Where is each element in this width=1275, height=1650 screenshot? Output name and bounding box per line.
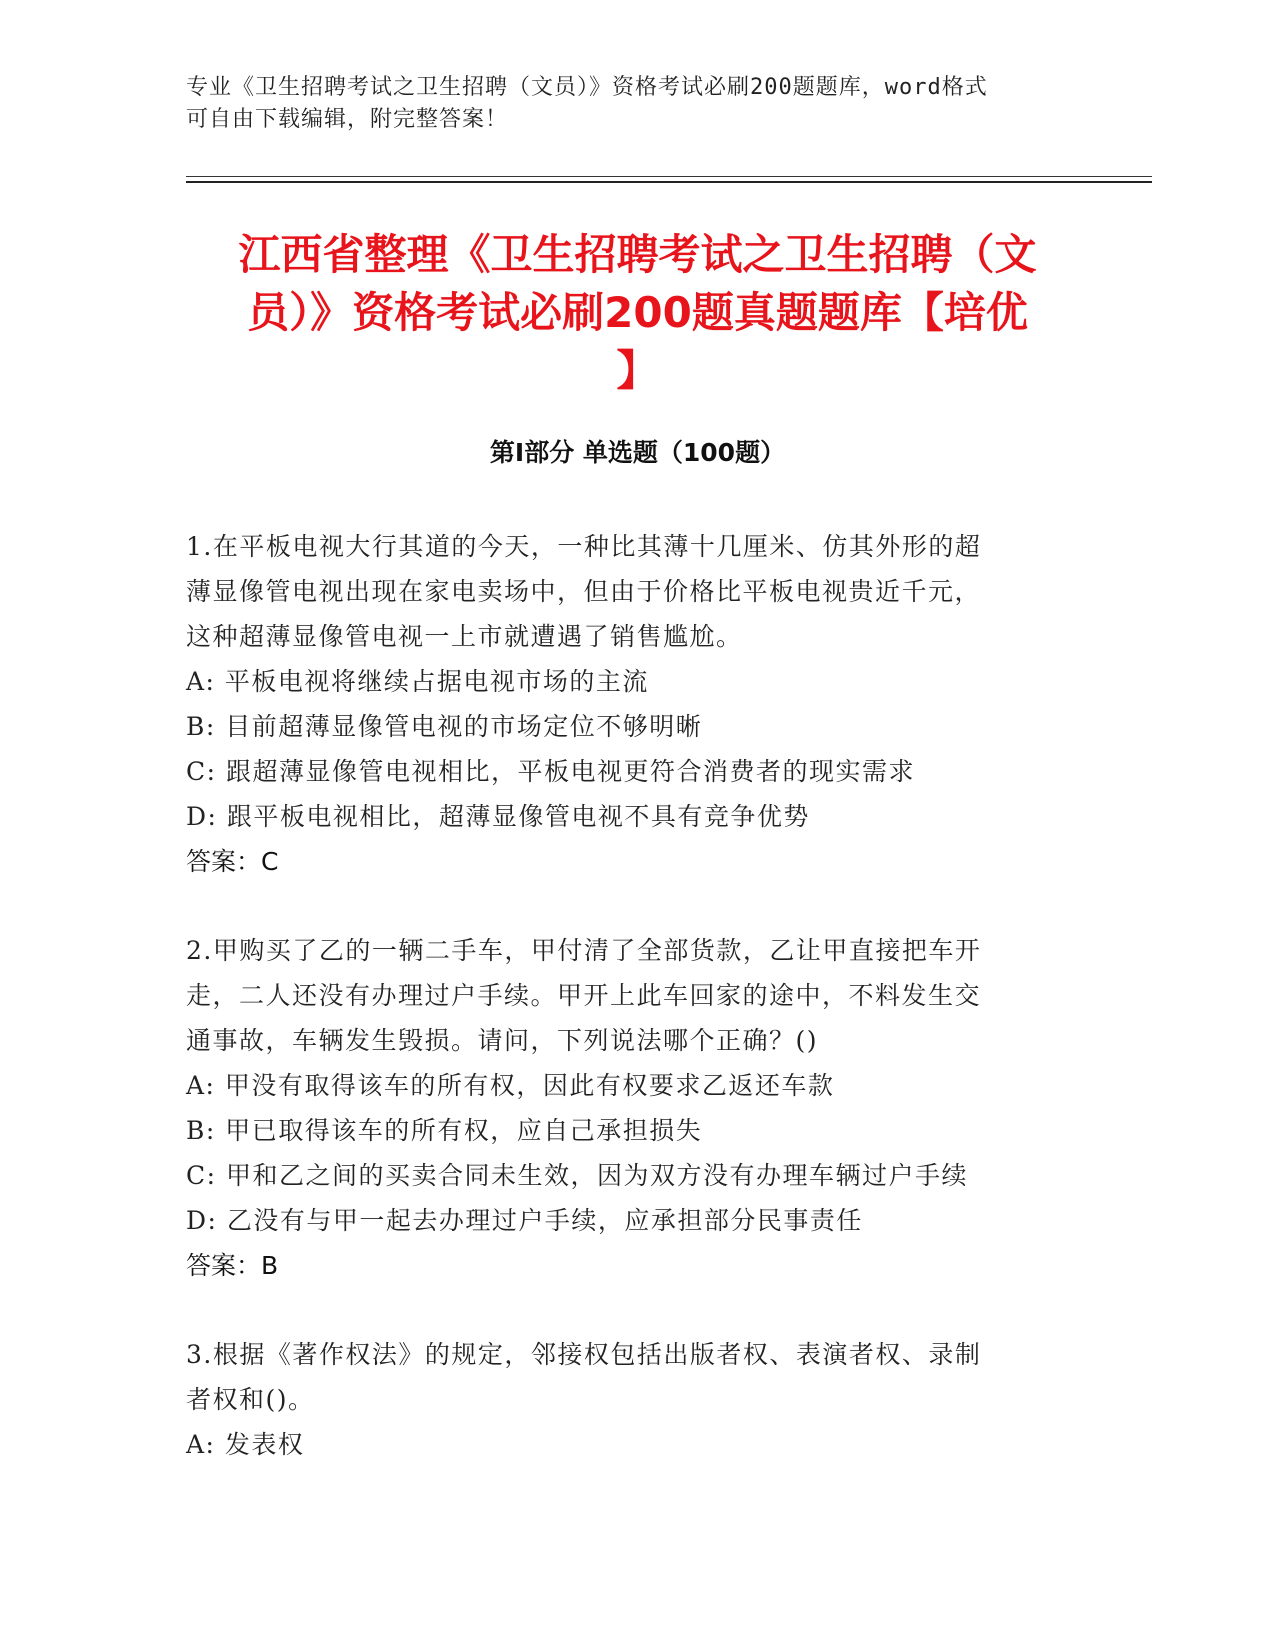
question-stem-line: 走，二人还没有办理过户手续。甲开上此车回家的途中，不料发生交 — [186, 981, 982, 1010]
section-title: 第Ⅰ部分 单选题（100题） — [489, 438, 786, 467]
option-b: B: 目前超薄显像管电视的市场定位不够明晰 — [186, 712, 703, 741]
question-2 — [186, 928, 1086, 1288]
option-d: D: 跟平板电视相比，超薄显像管电视不具有竞争优势 — [186, 802, 810, 831]
question-stem-line: 3.根据《著作权法》的规定，邻接权包括出版者权、表演者权、录制 — [186, 1340, 982, 1369]
option-c: C: 甲和乙之间的买卖合同未生效，因为双方没有办理车辆过户手续 — [186, 1161, 969, 1190]
question-list — [186, 524, 1086, 1511]
page-title-line: 】 — [616, 346, 659, 395]
option-b: B: 甲已取得该车的所有权，应自己承担损失 — [186, 1116, 703, 1145]
header-note — [186, 72, 1076, 136]
question-3 — [186, 1332, 1086, 1467]
option-c: C: 跟超薄显像管电视相比，平板电视更符合消费者的现实需求 — [186, 757, 916, 786]
page-title — [150, 226, 1125, 400]
question-stem-line: 薄显像管电视出现在家电卖场中，但由于价格比平板电视贵近千元， — [186, 577, 982, 606]
question-stem-line: 1.在平板电视大行其道的今天，一种比其薄十几厘米、仿其外形的超 — [186, 532, 982, 561]
header-note-line: 专业《卫生招聘考试之卫生招聘（文员）》资格考试必刷200题题库，word格式 — [186, 75, 988, 100]
question-stem-line: 者权和()。 — [186, 1385, 315, 1414]
answer-label: 答案：B — [186, 1251, 279, 1280]
option-d: D: 乙没有与甲一起去办理过户手续，应承担部分民事责任 — [186, 1206, 863, 1235]
option-a: A: 平板电视将继续占据电视市场的主流 — [186, 667, 649, 696]
page-title-line: 江西省整理《卫生招聘考试之卫生招聘（文 — [238, 230, 1037, 279]
header-note-line: 可自由下载编辑，附完整答案！ — [186, 107, 509, 132]
question-stem-line: 2.甲购买了乙的一辆二手车，甲付清了全部货款，乙让甲直接把车开 — [186, 936, 982, 965]
question-stem-line: 通事故，车辆发生毁损。请问，下列说法哪个正确？() — [186, 1026, 819, 1055]
option-a: A: 发表权 — [186, 1430, 305, 1459]
header-divider-thin — [186, 176, 1152, 177]
header-divider-thick — [186, 181, 1152, 183]
question-stem-line: 这种超薄显像管电视一上市就遭遇了销售尴尬。 — [186, 622, 743, 651]
option-a: A: 甲没有取得该车的所有权，因此有权要求乙返还车款 — [186, 1071, 835, 1100]
answer-label: 答案：C — [186, 847, 279, 876]
question-1 — [186, 524, 1086, 884]
page-title-line: 员）》资格考试必刷200题真题题库【培优 — [247, 288, 1028, 337]
